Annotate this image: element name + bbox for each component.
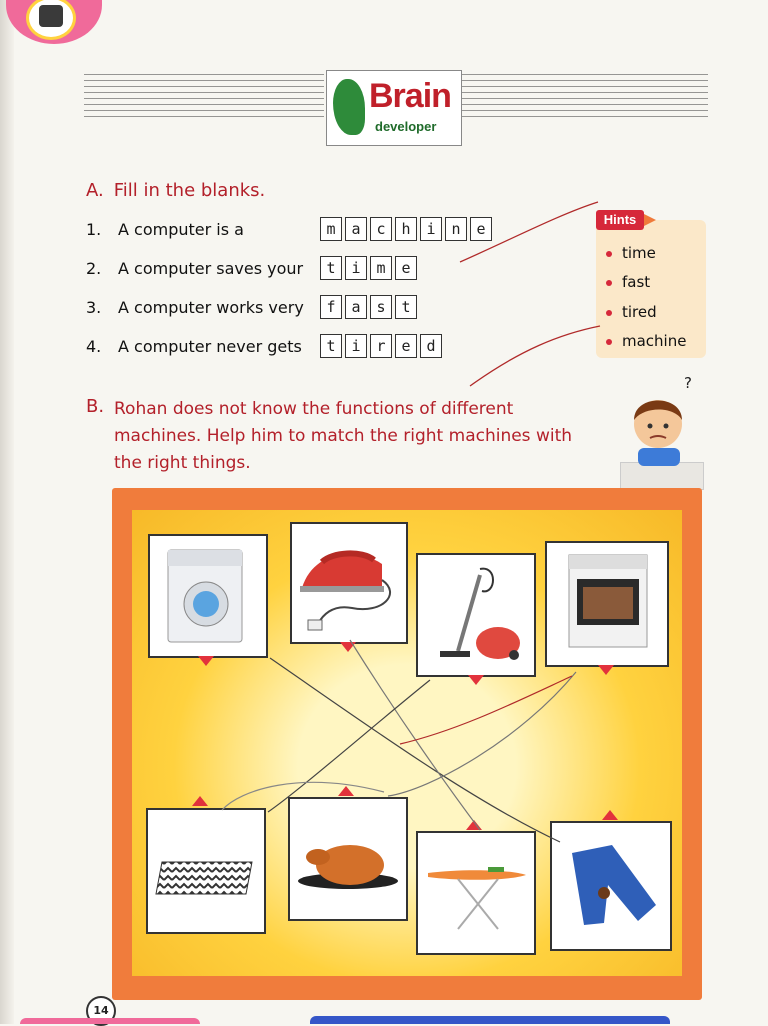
logo-main: Brain: [369, 77, 451, 115]
section-a-title: Fill in the blanks.: [113, 180, 266, 201]
section-b-instructions: Rohan does not know the functions of different machines. Help him to match the right machines with the right things.: [114, 399, 573, 473]
question-text: A computer never gets: [118, 337, 302, 356]
answer-letter-box[interactable]: i: [345, 256, 367, 280]
section-b-letter: B.: [86, 396, 105, 417]
question-mark: ?: [684, 374, 692, 392]
answer-letter-box[interactable]: m: [320, 217, 342, 241]
question-text: A computer is a: [118, 220, 244, 239]
answer-letter-box[interactable]: a: [345, 295, 367, 319]
logo-sub: developer: [375, 119, 437, 134]
answer-letter-box[interactable]: h: [395, 217, 417, 241]
answer-letter-box[interactable]: n: [445, 217, 467, 241]
answer-letter-box[interactable]: f: [320, 295, 342, 319]
answer-letter-box[interactable]: a: [345, 217, 367, 241]
question-number: 3.: [86, 298, 102, 317]
answer-letter-box[interactable]: m: [370, 256, 392, 280]
answer-letter-box[interactable]: e: [395, 256, 417, 280]
answer-letter-box[interactable]: c: [370, 217, 392, 241]
question-number: 4.: [86, 337, 102, 356]
hint-item: tired: [606, 303, 657, 321]
section-a-letter: A.: [86, 180, 104, 201]
answer-letter-box[interactable]: t: [395, 295, 417, 319]
answer-letter-box[interactable]: t: [320, 256, 342, 280]
footer-strip-pink: [20, 1018, 200, 1024]
answer-letter-box[interactable]: t: [320, 334, 342, 358]
answer-letter-box[interactable]: i: [345, 334, 367, 358]
answer-letter-box[interactable]: e: [470, 217, 492, 241]
answer-letter-box[interactable]: r: [370, 334, 392, 358]
hint-item: machine: [606, 332, 686, 350]
footer-strip-blue: [310, 1016, 670, 1024]
question-number: 2.: [86, 259, 102, 278]
question-text: A computer works very: [118, 298, 304, 317]
answer-letter-box[interactable]: s: [370, 295, 392, 319]
question-number: 1.: [86, 220, 102, 239]
answer-letter-box[interactable]: i: [420, 217, 442, 241]
hint-item: fast: [606, 273, 650, 291]
question-text: A computer saves your: [118, 259, 304, 278]
hints-label: Hints: [596, 210, 644, 230]
hint-item: time: [606, 244, 656, 262]
page-number: 14: [86, 996, 116, 1026]
answer-letter-box[interactable]: e: [395, 334, 417, 358]
answer-letter-box[interactable]: d: [420, 334, 442, 358]
